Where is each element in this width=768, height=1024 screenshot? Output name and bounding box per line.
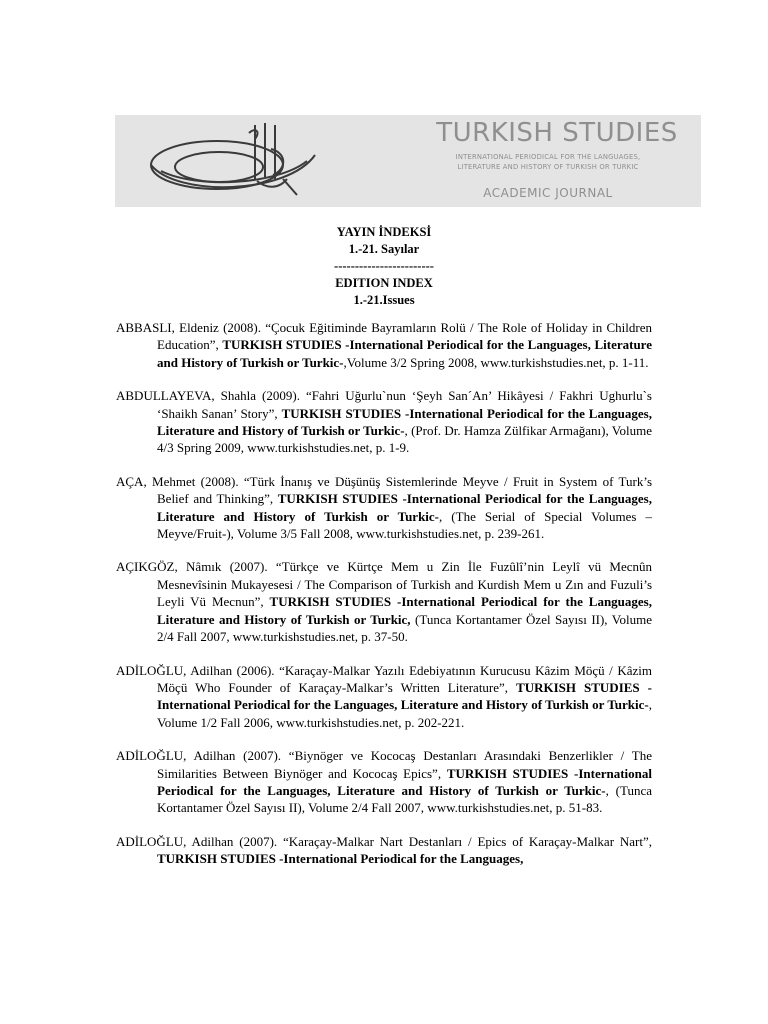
entry-journal: TURKISH STUDIES -International Periodical for the Languages, Literature and History of Turkish or Turkic-: [157, 337, 652, 370]
heading-line-1: YAYIN İNDEKSİ: [336, 225, 432, 239]
journal-subtitle-line2: LITERATURE AND HISTORY OF TURKISH OR TURKIC: [457, 163, 639, 171]
entry-text: AÇIKGÖZ, Nâmık (2007). “Türkçe ve Kürtçe Mem u Zin İle Fuzûlî’nin Leylî vü Mecnûn Mesnevîsinin Mukayesesi / The Comparison of Turkish and Kurdish Mem u Zın and Fuzuli’s Leyli Vü Mecnun”,: [116, 559, 652, 610]
entry-details: , Volume 1/2 Fall 2006, www.turkishstudies.net, p. 202-221.: [157, 697, 652, 730]
entry-journal: TURKISH STUDIES -International Periodical for the Languages,: [157, 851, 524, 867]
entry-text: ADİLOĞLU, Adilhan (2007). “Biynöger ve Kococaş Destanları Arasındaki Benzerlikler / The Similarities Between Biynöger and Kococaş Epics”,: [116, 748, 652, 781]
journal-subtitle: [433, 152, 663, 172]
bibliography-entry: [116, 833, 652, 868]
entry-text: AÇA, Mehmet (2008). “Türk İnanış ve Düşünüş Sistemlerinde Meyve / Fruit in System of Turk’s Belief and Thinking”,: [116, 473, 652, 507]
entry-text: ADİLOĞLU, Adilhan (2006). “Karaçay-Malkar Yazılı Edebiyatının Kurucusu Kâzim Möçü / Kâzim Möçü Who Founder of Karaçay-Malkar’s Written Literature”,: [116, 662, 652, 695]
bibliography-list: [116, 319, 652, 884]
heading-line-3: EDITION INDEX: [335, 276, 433, 290]
entry-details: , (Tunca Kortantamer Özel Sayısı II), Volume 2/4 Fall 2007, www.turkishstudies.net, p. 51-83.: [157, 782, 653, 816]
index-heading: [284, 224, 484, 309]
entry-journal: TURKISH STUDIES -International Periodical for the Languages, Literature and History of Turkish or Turkic-: [157, 679, 652, 713]
entry-text: ADİLOĞLU, Adilhan (2007). “Karaçay-Malkar Nart Destanları / Epics of Karaçay-Malkar Nart”,: [116, 833, 652, 849]
entry-text: ABDULLAYEVA, Shahla (2009). “Fahri Uğurlu`nun ‘Şeyh San´An’ Hikâyesi / Fakhri Ughurlu`s ‘Shaikh Sanan’ Story”,: [116, 388, 652, 421]
journal-type-label: ACADEMIC JOURNAL: [483, 186, 613, 200]
journal-title: TURKISH STUDIES: [436, 118, 678, 148]
journal-banner: [115, 115, 701, 207]
entry-journal: TURKISH STUDIES -International Periodical for the Languages, Literature and History of Turkish or Turkic-: [157, 765, 652, 798]
entry-details: , (Prof. Dr. Hamza Zülfikar Armağanı), Volume 4/3 Spring 2009, www.turkishstudies.net, p. 1-9.: [157, 423, 652, 456]
bibliography-entry: [116, 319, 652, 371]
heading-line-2: 1.-21. Sayılar: [348, 242, 420, 256]
heading-separator: ------------------------: [334, 259, 434, 273]
bibliography-entry: [116, 662, 652, 732]
heading-line-4: 1.-21.Issues: [353, 293, 415, 307]
bibliography-entry: [116, 473, 652, 543]
entry-details: (Tunca Kortantamer Özel Sayısı II), Volume 2/4 Fall 2007, www.turkishstudies.net, p. 37-50.: [157, 611, 652, 645]
tughra-icon: [137, 119, 327, 203]
entry-journal: TURKISH STUDIES -International Periodical for the Languages, Literature and History of Turkish or Turkic,: [157, 594, 652, 627]
entry-text: ABBASLI, Eldeniz (2008). “Çocuk Eğitiminde Bayramların Rolü / The Role of Holiday in Children Education”,: [116, 320, 652, 353]
bibliography-entry: [116, 747, 652, 817]
entry-journal: TURKISH STUDIES -International Periodical for the Languages, Literature and History of Turkish or Turkic-: [157, 405, 652, 439]
journal-subtitle-line1: INTERNATIONAL PERIODICAL FOR THE LANGUAGES,: [455, 153, 641, 161]
bibliography-entry: [116, 558, 652, 645]
entry-details: ,Volume 3/2 Spring 2008, www.turkishstudies.net, p. 1-11.: [343, 354, 649, 370]
bibliography-entry: [116, 387, 652, 457]
entry-journal: TURKISH STUDIES -International Periodical for the Languages, Literature and History of Turkish or Turkic-: [157, 491, 652, 524]
entry-details: , (The Serial of Special Volumes –Meyve/Fruit-), Volume 3/5 Fall 2008, www.turkishstudies.net, p. 239-261.: [157, 508, 652, 542]
